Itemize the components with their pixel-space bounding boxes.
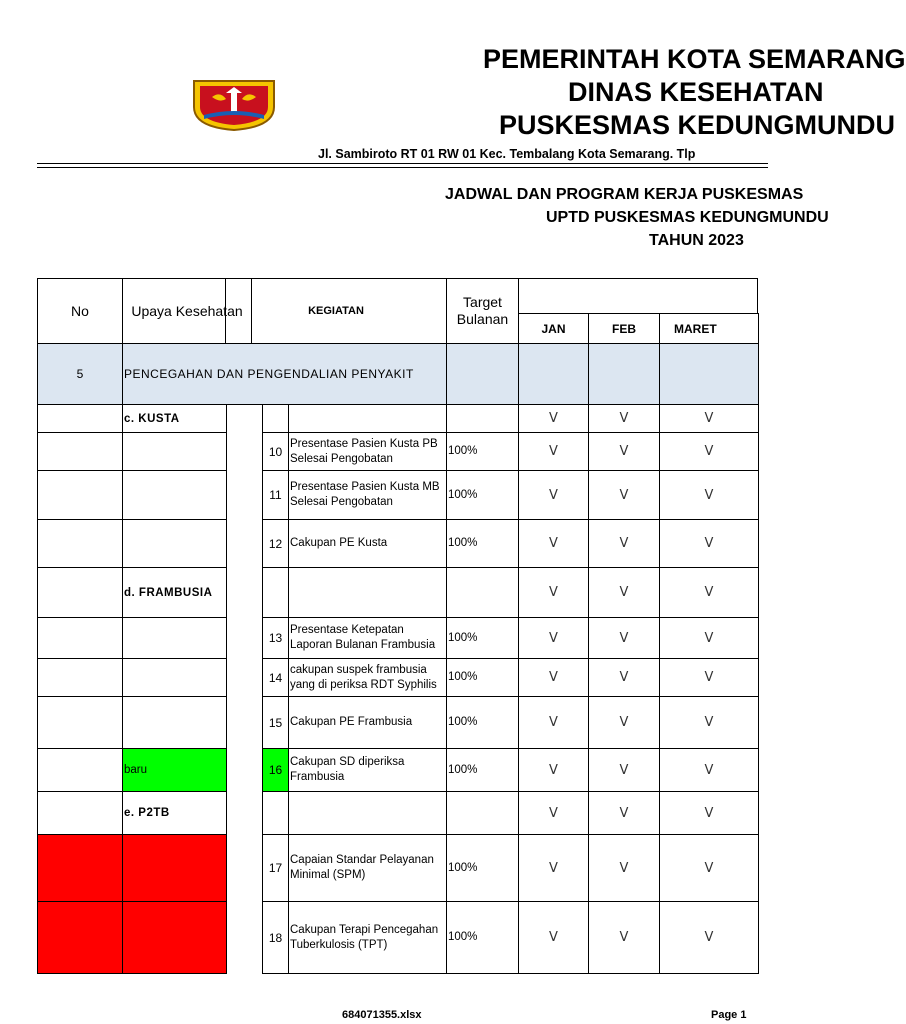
check-jan: V: [518, 748, 589, 792]
subtitle-line-2: UPTD PUSKESMAS KEDUNGMUNDU: [546, 209, 829, 226]
check-jan: V: [518, 834, 589, 902]
subtitle-line-3: TAHUN 2023: [649, 232, 744, 249]
row-number: 11: [262, 470, 289, 520]
check-feb: V: [588, 791, 660, 835]
row-target: 100%: [446, 696, 519, 749]
header-line-2: DINAS KESEHATAN: [568, 77, 824, 107]
row-target-cell: [446, 567, 519, 618]
check-jan: V: [518, 567, 589, 618]
row-no-cell: [37, 696, 123, 749]
check-feb: V: [588, 696, 660, 749]
check-maret: V: [659, 432, 759, 471]
row-no-cell: [37, 748, 123, 792]
check-feb: V: [588, 519, 660, 568]
row-kegiatan: Presentase Pasien Kusta MB Selesai Pengobatan: [288, 470, 447, 520]
check-maret: V: [659, 404, 759, 433]
section-feb: [588, 343, 660, 405]
row-kegiatan: Presentase Pasien Kusta PB Selesai Pengobatan: [288, 432, 447, 471]
row-no-cell: [37, 617, 123, 659]
row-upaya-cell: [122, 658, 227, 697]
row-number: 16: [262, 748, 289, 792]
row-target: 100%: [446, 470, 519, 520]
address: Jl. Sambiroto RT 01 RW 01 Kec. Tembalang Kota Semarang. Tlp: [318, 147, 696, 161]
row-upaya-cell: baru: [122, 748, 227, 792]
check-feb: V: [588, 901, 660, 974]
header-no: No: [37, 278, 123, 344]
section-no: 5: [37, 343, 123, 405]
row-kegiatan-cell: [288, 567, 447, 618]
row-no-cell: [37, 432, 123, 471]
row-upaya-cell: [122, 696, 227, 749]
row-upaya-cell: [122, 834, 227, 902]
subtitle-line-1: JADWAL DAN PROGRAM KERJA PUSKESMAS: [445, 186, 804, 203]
row-target: 100%: [446, 432, 519, 471]
category-label: c. KUSTA: [122, 404, 227, 433]
row-kegiatan: Cakupan Terapi Pencegahan Tuberkulosis (TPT): [288, 901, 447, 974]
category-label: d. FRAMBUSIA: [122, 567, 227, 618]
check-maret: V: [659, 791, 759, 835]
header-rule-bottom: [37, 167, 768, 168]
row-no-cell: [37, 791, 123, 835]
header-kegiatan: KEGIATAN: [225, 278, 447, 344]
row-no-cell: [37, 567, 123, 618]
header-month-maret: MARET: [659, 313, 759, 344]
check-jan: V: [518, 901, 589, 974]
header-month-jan: JAN: [518, 313, 589, 344]
row-upaya-cell: [122, 617, 227, 659]
row-target: 100%: [446, 617, 519, 659]
row-upaya-cell: [122, 470, 227, 520]
check-feb: V: [588, 658, 660, 697]
check-jan: V: [518, 696, 589, 749]
check-jan: V: [518, 791, 589, 835]
section-jan: [518, 343, 589, 405]
row-no-cell: [37, 658, 123, 697]
header-months-group: [518, 278, 758, 314]
check-maret: V: [659, 748, 759, 792]
row-upaya-cell: [122, 519, 227, 568]
footer-filename: 684071355.xlsx: [342, 1009, 422, 1021]
check-feb: V: [588, 404, 660, 433]
check-jan: V: [518, 658, 589, 697]
row-no-cell: [37, 901, 123, 974]
check-feb: V: [588, 617, 660, 659]
row-number: 14: [262, 658, 289, 697]
row-kegiatan: Presentase Ketepatan Laporan Bulanan Frambusia: [288, 617, 447, 659]
row-target-cell: [446, 404, 519, 433]
row-num-cell: [262, 567, 289, 618]
check-feb: V: [588, 432, 660, 471]
check-maret: V: [659, 658, 759, 697]
row-no-cell: [37, 470, 123, 520]
row-target: 100%: [446, 519, 519, 568]
program-table: [37, 278, 731, 973]
row-no-cell: [37, 404, 123, 433]
check-maret: V: [659, 696, 759, 749]
check-maret: V: [659, 470, 759, 520]
row-kegiatan: Cakupan SD diperiksa Frambusia: [288, 748, 447, 792]
row-number: 15: [262, 696, 289, 749]
semarang-emblem-logo: [190, 77, 278, 131]
row-upaya-cell: [122, 901, 227, 974]
row-no-cell: [37, 519, 123, 568]
row-kegiatan-cell: [288, 404, 447, 433]
row-number: 12: [262, 519, 289, 568]
check-jan: V: [518, 519, 589, 568]
header-month-feb: FEB: [588, 313, 660, 344]
header-line-1: PEMERINTAH KOTA SEMARANG: [483, 44, 906, 74]
header-upaya: Upaya Kesehatan: [122, 278, 252, 344]
row-target: 100%: [446, 658, 519, 697]
row-target-cell: [446, 791, 519, 835]
check-jan: V: [518, 432, 589, 471]
check-jan: V: [518, 470, 589, 520]
check-feb: V: [588, 567, 660, 618]
check-feb: V: [588, 834, 660, 902]
check-feb: V: [588, 748, 660, 792]
row-number: 10: [262, 432, 289, 471]
row-kegiatan: Cakupan PE Kusta: [288, 519, 447, 568]
check-jan: V: [518, 617, 589, 659]
row-no-cell: [37, 834, 123, 902]
row-target: 100%: [446, 834, 519, 902]
row-kegiatan: cakupan suspek frambusia yang di periksa RDT Syphilis: [288, 658, 447, 697]
check-maret: V: [659, 519, 759, 568]
check-maret: V: [659, 567, 759, 618]
row-upaya-cell: [122, 432, 227, 471]
header-target: Target Bulanan: [446, 278, 519, 344]
row-num-cell: [262, 404, 289, 433]
header-rule-top: [37, 163, 768, 164]
row-kegiatan-cell: [288, 791, 447, 835]
section-label: PENCEGAHAN DAN PENGENDALIAN PENYAKIT: [122, 343, 447, 405]
row-number: 18: [262, 901, 289, 974]
row-number: 17: [262, 834, 289, 902]
row-kegiatan: Capaian Standar Pelayanan Minimal (SPM): [288, 834, 447, 902]
check-maret: V: [659, 834, 759, 902]
check-maret: V: [659, 901, 759, 974]
row-num-cell: [262, 791, 289, 835]
row-target: 100%: [446, 748, 519, 792]
row-kegiatan: Cakupan PE Frambusia: [288, 696, 447, 749]
check-jan: V: [518, 404, 589, 433]
row-target: 100%: [446, 901, 519, 974]
check-feb: V: [588, 470, 660, 520]
category-label: e. P2TB: [122, 791, 227, 835]
footer-page: Page 1: [711, 1009, 747, 1021]
check-maret: V: [659, 617, 759, 659]
section-maret: [659, 343, 759, 405]
header-line-3: PUSKESMAS KEDUNGMUNDU: [499, 110, 896, 140]
row-number: 13: [262, 617, 289, 659]
section-target: [446, 343, 519, 405]
